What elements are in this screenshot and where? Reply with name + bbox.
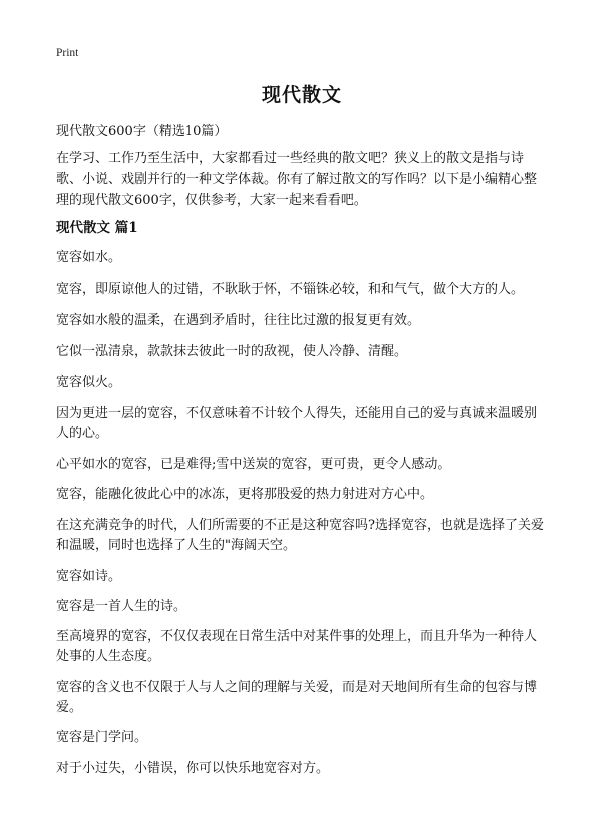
paragraph-12: 至高境界的宽容，不仅仅表现在日常生活中对某件事的处理上，而且升华为一种待人处事的人生态度。 xyxy=(56,629,538,664)
paragraph-5: 宽容似火。 xyxy=(56,375,122,390)
paragraph-13: 宽容的含义也不仅限于人与人之间的理解与关爱，而是对天地间所有生命的包容与博爱。 xyxy=(56,680,538,715)
paragraph-11: 宽容是一首人生的诗。 xyxy=(56,599,187,614)
intro-paragraph: 在学习、工作乃至生活中，大家都看过一些经典的散文吧？狭义上的散文是指与诗歌、小说、戏剧并行的一种文学体裁。你有了解过散文的写作吗？以下是小编精心整理的现代散文600字，仅供参考，大家一起来看看吧。 xyxy=(56,151,538,208)
print-link[interactable]: Print xyxy=(56,47,79,59)
paragraph-7: 心平如水的宽容，已是难得;雪中送炭的宽容，更可贵，更令人感动。 xyxy=(56,457,451,472)
paragraph-6: 因为更进一层的宽容，不仅意味着不计较个人得失，还能用自己的爱与真诚来温暖别人的心。 xyxy=(56,406,538,441)
document-subtitle: 现代散文600字（精选10篇） xyxy=(56,124,228,139)
paragraph-3: 宽容如水般的温柔，在遇到矛盾时，往往比过激的报复更有效。 xyxy=(56,313,421,328)
paragraph-1: 宽容如水。 xyxy=(56,250,122,265)
paragraph-8: 宽容，能融化彼此心中的冰冻，更将那股爱的热力射进对方心中。 xyxy=(56,487,434,502)
paragraph-10: 宽容如诗。 xyxy=(56,569,122,584)
page-title: 现代散文 xyxy=(261,84,342,106)
paragraph-15: 对于小过失，小错误，你可以快乐地宽容对方。 xyxy=(56,761,330,776)
section-heading: 现代散文 篇1 xyxy=(56,220,138,236)
paragraph-4: 它似一泓清泉，款款抹去彼此一时的敌视，使人冷静、清醒。 xyxy=(56,344,408,359)
paragraph-14: 宽容是门学问。 xyxy=(56,730,148,745)
paragraph-9: 在这充满竞争的时代，人们所需要的不正是这种宽容吗?选择宽容，也就是选择了关爱和温暖，同时也选择了人生的"海阔天空。 xyxy=(56,518,544,553)
paragraph-2: 宽容，即原谅他人的过错，不耿耿于怀，不锱铢必较，和和气气，做个大方的人。 xyxy=(56,282,525,297)
